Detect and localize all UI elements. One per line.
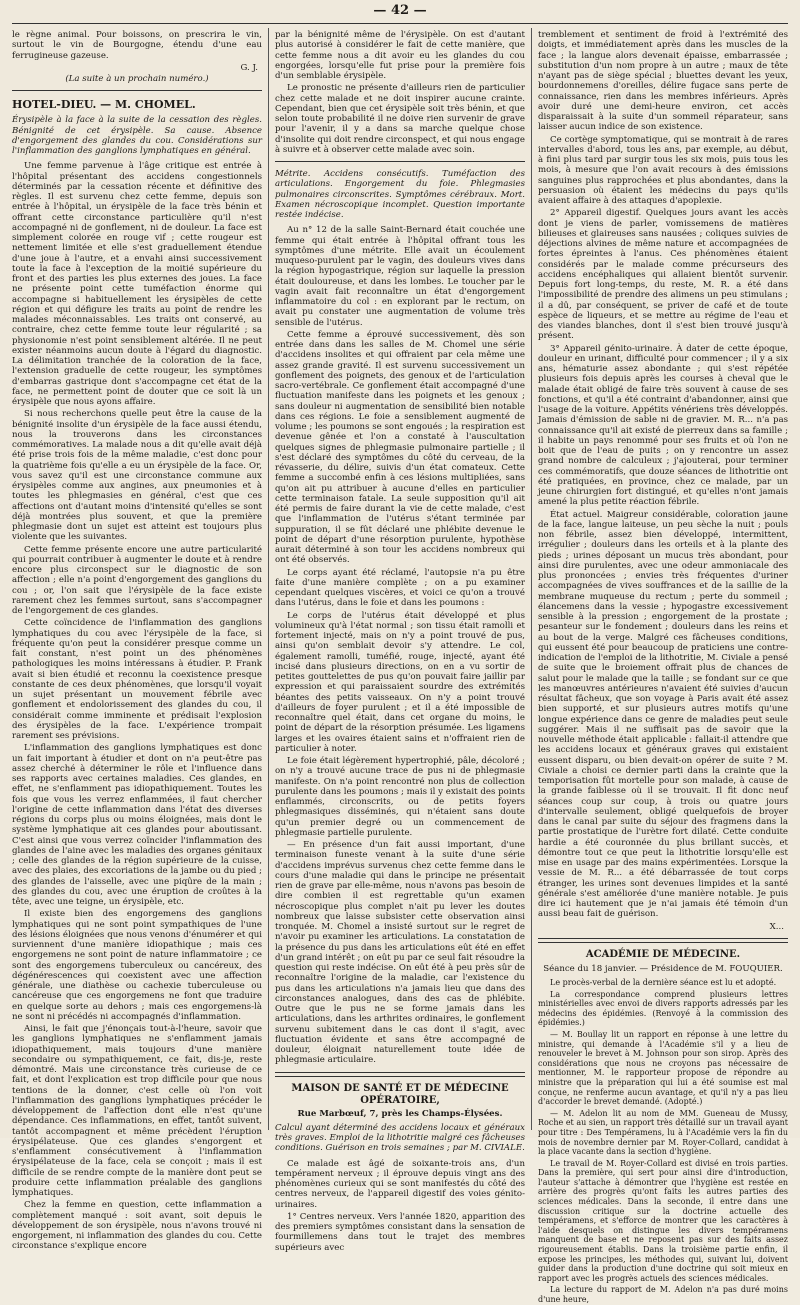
section-title-maison-de-sante: MAISON DE SANTÉ ET DE MÉDECINE OPÉRATOIRE, — [291, 1082, 509, 1106]
paragraph: Le corps de l'utérus était développé et plus volumineux qu'à l'état normal ; son tissu était ramolli et fortement injecté, mais on n'y a point trouvé de pus, ainsi qu'on semblait devoir s'y attendre. Le col, également ramolli, tuméfié, rouge, injecté, ayant été incisé dans plusieurs directions, on en a vu sortir de petites gouttelettes de pus qu'on pouvait faire jaillir par expression et qui paraissaient sourdre des extrémités béantes des petits vaisseaux. On n'y a point trouvé d'ailleurs de foyer purulent ; et il a été impossible de reconnaître quel était, dans cet organe du moins, le point de départ de la résorption présumée. Les ligamens larges et les ovaires étaient sains et n'offraient rien de particulier à noter. — [275, 610, 525, 754]
opening-paragraph: le règne animal. Pour boissons, on prescrira le vin, surtout le vin de Bourgogne, étendu d'une eau ferrugineuse gazeuse. — [12, 30, 262, 61]
section-title-hotel-dieu: HOTEL-DIEU. — M. CHOMEL. — [12, 98, 196, 112]
article-summary: Calcul ayant déterminé des accidens locaux et généraux très graves. Emploi de la lithotritie malgré ces fâcheuses conditions. Guérison en trois semaines ; par M. CIVIALE. — [275, 1122, 525, 1154]
paragraph: Cette femme présente encore une autre particularité qui pourrait contribuer à augmenter le doute et à rendre encore plus circonspect sur le diagnostic de son affection ; elle n'a point d'engorgement des ganglions du cou ; or, l'on sait que l'érysipèle de la face existe rarement chez les femmes surtout, sans s'accompagner de l'engorgement de ces glandes. — [12, 544, 262, 616]
paragraph: — M. Adelon lit au nom de MM. Gueneau de Mussy, Roche et au sien, un rapport très détaillé sur un travail ayant pour titre : Des Tempéramens, lu à l'Académie vers la fin du mois de novembre dernier par M. Royer-Collard, candidat à la place vacante dans la section d'hygiène. — [538, 1108, 788, 1157]
column-1 — [12, 30, 262, 1252]
paragraph: 2° Appareil digestif. Quelques jours avant les accès dont je viens de parler, vomissemens de matières bilieuses et glaireuses sans nausées ; coliques suivies de déjections alvines de même nature et accompagnées de fortes épreintes à l'anus. Ces phénomènes étaient considérés par le malade comme précurseurs des accidens encéphaliques qui allaient bientôt survenir. Depuis fort long-temps, du reste, M. R. a été dans l'impossibilité de prendre des alimens un peu stimulans ; il a dû, par conséquent, se priver de café et de toute espèce de liqueurs, et se mettre au régime de l'eau et des viandes blanches, dont il s'est bien trouvé jusqu'à présent. — [538, 208, 788, 342]
article-summary: Métrite. Accidens consécutifs. Tuméfaction des articulations. Engorgement du foie. Phlegmasies pulmonaires circonscrites. Symptômes cérébraux. Mort. Examen nécroscopique incomplet. Question importante restée indécise. — [275, 169, 525, 220]
header-rule — [12, 23, 788, 24]
article-summary: Érysipèle à la face à la suite de la cessation des règles. Bénignité de cet érysipèle. Sa cause. Absence d'engorgement des glandes du cou. Considérations sur l'inflammation des ganglions lymphatiques en général. — [12, 115, 262, 156]
article-signature: G. J. — [240, 62, 258, 73]
paragraph: La correspondance comprend plusieurs lettres ministérielles avec envoi de divers rapports adressés par les médecins des épidémies. (Renvoyé à la commission des épidémies.) — [538, 989, 788, 1028]
seance-line: Séance du 18 janvier. — Présidence de M. FOUQUIER. — [543, 963, 783, 974]
paragraph: 1° Centres nerveux. Vers l'année 1820, apparition des des premiers symptômes consistant dans la sensation de fourmillemens dans tout le trajet des membres supérieurs avec — [275, 1211, 525, 1253]
paragraph: tremblement et sentiment de froid à l'extrémité des doigts, et immédiatement après dans les muscles de la face ; la langue alors devenait épaisse, embarrassée ; substitution d'un nom propre à un autre ; maux de tête n'ayant pas de siège spécial ; bluettes devant les yeux, bourdonnemens d'oreilles, délire fugace sans perte de connaissance, rien dans les membres inférieurs. Après avoir duré une demi-heure environ, cet accès disparaissait à la suite d'un sommeil réparateur, sans laisser aucun indice de son existence. — [538, 30, 788, 133]
section-separator — [12, 90, 262, 91]
section-separator — [275, 161, 525, 162]
paragraph: Ce cortège symptomatique, qui se montrait à de rares intervalles d'abord, tous les ans, par exemple, au début, à fini plus tard par surgir tous les six mois, puis tous les mois, à mesure que l'on avait recours à des émissions sanguines plus rapprochées et plus abondantes, dans la persuasion où étaient les médecins du pays qu'ils avaient affaire à des attaques d'apoplexie. — [538, 134, 788, 206]
paragraph: Le pronostic ne présente d'ailleurs rien de particulier chez cette malade et ne doit inspirer aucune crainte. Cependant, bien que cet érysipèle soit très bénin, et que selon toute probabilité il ne doive rien survenir de grave pour l'avenir, il y a dans sa marche quelque chose d'insolite qui doit rendre circonspect, et qui nous engage à suivre et à observer cette malade avec soin. — [275, 83, 525, 155]
column-rule-left — [268, 28, 269, 1130]
paragraph: Ainsi, le fait que j'énonçais tout-à-l'heure, savoir que les ganglions lymphatiques ne s'enflamment jamais idiopathiquement, mais toujours d'une manière secondaire ou sympathiquement, ce fait, dis-je, reste démontré. Mais une circonstance très curieuse de ce fait, et dont l'explication est trop difficile pour que nous tentions de la donner, c'est celle où l'on voit l'inflammation des ganglions lymphatiques précéder le développement de l'affection dont elle n'est qu'une dépendance. Ces inflammations, en effet, tantôt suivent, tantôt accompagnent et même précèdent l'éruption érysipélateuse. Que ces glandes s'engorgent et s'enflamment consécutivement à l'inflammation érysipélateuse de la face, cela se conçoit ; mais il est difficile de se rendre compte de la manière dont peut se produire cette inflammation préalable des ganglions lymphatiques. — [12, 1024, 262, 1198]
paragraph: Le procès-verbal de la dernière séance est lu et adopté. — [550, 978, 777, 987]
section-separator — [538, 938, 788, 943]
paragraph: Une femme parvenue à l'âge critique est entrée à l'hôpital présentant des accidens congestionnels déterminés par la cessation récente et définitive des règles. Il est survenu chez cette femme, depuis son entrée à l'hôpital, un érysipèle de la face très bénin et offrant cette circonstance particulière qu'il n'est accompagné ni de gonflement, ni de douleur. La face est simplement colorée en rouge vif ; cette rougeur est nettement limitée et elle s'est graduellement étendue d'une joue à l'autre, et a envahi ainsi successivement toute la face à l'exception de la moitié supérieure du front et des parties les plus externes des joues. La face ne présente point cette tuméfaction énorme qui accompagne si habituellement les érysipèles de cette région et qui défigure les traits au point de rendre les malades méconnaissables. Les traits ont conservé, au contraire, chez cette femme toute leur régularité ; sa physionomie n'est point sensiblement altérée. Il ne peut exister néanmoins aucun doute à l'égard du diagnostic. La délimitation tranchée de la coloration de la face, l'extension graduelle de cette rougeur, les symptômes d'embarras gastrique dont s'accompagne cet état de la face, ne permettent point de douter que ce soit là un érysipèle que nous ayons affaire. — [12, 161, 262, 407]
paragraph: La lecture du rapport de M. Adelon n'a pas duré moins d'une heure, — [538, 1285, 788, 1304]
paragraph: Le foie était légèrement hypertrophié, pâle, décoloré ; on n'y a trouvé aucune trace de pus ni de phlegmasie manifeste. On n'a point rencontré non plus de collection purulente dans les poumons ; mais il y existait des points enflammés, circonscrits, ou de petits foyers phlegmasiques disséminés, qui n'étaient sans doute qu'un premier degré ou un commencement de phlegmasie partielle purulente. — [275, 756, 525, 838]
paragraph: L'inflammation des ganglions lymphatiques est donc un fait important à étudier et dont on n'a peut-être pas assez cherché à déterminer le rôle et l'influence dans ses rapports avec certaines maladies. Ces glandes, en effet, ne s'enflamment pas idiopathiquement. Toutes les fois que vous les verrez enflammées, il faut chercher l'origine de cette inflammation dans l'état des diverses régions du corps plus ou moins éloignées, mais dont le système lymphatique ait ces glandes pour aboutissant. C'est ainsi que vous verrez coïncider l'inflammation des glandes de l'aine avec les maladies des organes génitaux ; celle des glandes de la région supérieure de la cuisse, avec des plaies, des excoriations de la jambe ou du pied ; des glandes de l'aisselle, avec une piqûre de la main ; des glandes du cou, avec une éruption de croûtes à la tête, avec une teigne, un érysipèle, etc. — [12, 743, 262, 907]
page-number: — 42 — — [373, 3, 427, 18]
paragraph: Le travail de M. Royer-Collard est divisé en trois parties. Dans la première, qui sert pour ainsi dire d'introduction, l'auteur s'attache à démontrer que l'hygiène est restée en arrière des progrès qu'ont faits les autres parties des sciences médicales. Dans la seconde, il entre dans une discussion critique sur la doctrine actuelle des tempéramens, et s'efforce de montrer que les caractères à l'aide desquels on distingue les divers tempéramens manquent de base et ne reposent pas sur des faits assez rigoureusement établis. Dans la troisième partie enfin, il expose les principes, les méthodes qui, suivant lui, doivent guider dans la production d'une doctrine qui soit mieux en rapport avec les progrès actuels des sciences médicales. — [538, 1158, 788, 1283]
column-2 — [275, 30, 525, 1253]
paragraph: Le corps ayant été réclamé, l'autopsie n'a pu être faite d'une manière complète ; on a pu examiner cependant quelques viscères, et voici ce qu'on a trouvé dans l'utérus, dans le foie et dans les poumons : — [275, 567, 525, 609]
section-separator — [275, 1072, 525, 1077]
paragraph: Cette coïncidence de l'inflammation des ganglions lymphatiques du cou avec l'érysipèle de la face, si fréquente qu'on peut la considérer presque comme un fait constant, n'est point un des phénomènes pathologiques les moins intéressans à étudier. P. Frank avait si bien étudié et reconnu la coexistence presque constante de ces deux phénomènes, que lorsqu'il voyait un sujet présentant un mouvement fébrile avec gonflement et endolorissement des glandes du cou, il considérait comme imminente et prédisait l'explosion des érysipèles de la face. L'expérience trompait rarement ses prévisions. — [12, 618, 262, 741]
paragraph: — M. Boullay lit un rapport en réponse à une lettre du ministre, qui demande à l'Académie s'il y a lieu de renouveler le brevet à M. Johnson pour son sirop. Après des considérations que nous ne croyons pas nécessaire de mentionner, M. le rapporteur propose de répondre au ministre que la préparation qui lui a été soumise est mal conçue, ne renferme aucun avantage, et qu'il n'y a pas lieu d'accorder le brevet demandé. (Adopté.) — [538, 1029, 788, 1107]
paragraph: par la bénignité même de l'érysipèle. On est d'autant plus autorisé à considérer le fait de cette manière, que cette femme nous a dit avoir eu les glandes du cou engorgées, lorsqu'elle fut prise pour la première fois d'un semblable érysipèle. — [275, 30, 525, 81]
article-signature: X... — [769, 921, 784, 932]
paragraph: Au n° 12 de la salle Saint-Bernard était couchée une femme qui était entrée à l'hôpital offrant tous les symptômes d'une métrite. Elle avait un écoulement muqueso-purulent par le vagin, des douleurs vives dans la région hypogastrique, région sur laquelle la pression était douloureuse, et dans les lombes. Le toucher par le vagin avait fait reconnaître un état d'engorgement inflammatoire du col : en explorant par le rectum, on avait pu constater une augmentation de volume très sensible de l'utérus. — [275, 225, 525, 328]
paragraph: Il existe bien des engorgemens des ganglions lymphatiques qui ne sont point sympathiques de l'une des lésions éloignées que nous venons d'énumérer et qui surviennent d'une manière idiopathique ; mais ces engorgemens ne sont point de nature inflammatoire ; ce sont des engorgemens tuberculeux ou cancéreux, des dégénérescences qui coexistent avec une affection générale, une diathèse ou cachexie tuberculeuse ou cancéreuse que ces engorgemens ne font que traduire en quelque sorte au dehors ; mais ces engorgemens-là ne sont ni précédés ni accompagnés d'inflammation. — [12, 909, 262, 1022]
section-title-academie: ACADÉMIE DE MÉDECINE. — [585, 948, 741, 960]
paragraph: Si nous recherchons quelle peut être la cause de la bénignité insolite d'un érysipèle de la face aussi étendu, nous la trouverons dans les circonstances commémoratives. La malade nous a dit qu'elle avait déjà été prise trois fois de la même maladie, c'est donc pour la quatrième fois qu'elle a eu un érysipèle de la face. Or, vous savez qu'il est une circonstance commune aux érysipèles comme aux angines, aux pneumonies et à toutes les phlegmasies en général, c'est que ces affections ont d'autant moins d'intensité qu'elles se sont déjà montrées plus souvent, et que la première phlegmasie dont un sujet est atteint est toujours plus violente que les suivantes. — [12, 409, 262, 543]
column-3 — [538, 30, 788, 1304]
paragraph: État actuel. Maigreur considérable, coloration jaune de la face, langue laiteuse, un peu sèche la nuit ; pouls non fébrile, assez bien développé, intermittent, irrégulier ; douleurs dans les orteils et à la plante des pieds ; urines déposant un mucus très abondant, pour ainsi dire purulentes, avec une odeur ammoniacale des plus prononcées ; envies très fréquentes d'uriner accompagnées de vives souffrances et de la saillie de la membrane muqueuse du rectum ; perte du sommeil ; élancemens dans la vessie ; hypogastre excessivement sensible à la pression ; engorgement de la prostate ; pesanteur sur le fondement ; douleurs dans les reins et au bout de la verge. Malgré ces fâcheuses conditions, qui eussent été pour beaucoup de praticiens une contre-indication de l'emploi de la lithotritie, M. Civiale a pensé de suite que le broiement offrait plus de chances de salut pour le malade que la taille ; se fondant sur ce que les manœuvres antérieures n'avaient été suivies d'aucun résultat fâcheux, que son voyage à Paris avait été assez bien supporté, et sur plusieurs autres motifs qu'une longue expérience dans ce genre de maladies peut seule suggérer. Mais il ne suffisait pas de savoir que la nouvelle méthode était applicable : fallait-il attendre que les accidens locaux et généraux graves qui existaient eussent disparu, ou bien devait-on opérer de suite ? M. Civiale a choisi ce dernier parti dans la crainte que la temporisation fût mortelle pour son malade, à cause de la grande faiblesse où il se trouvait. Il fit donc neuf séances coup sur coup, à trois ou quatre jours d'intervalle seulement, obligé quelquefois de broyer dans le canal par suite du séjour des fragmens dans la partie prostatique de l'urètre fort dilaté. Cette conduite hardie a été couronnée du plus brillant succès, et démontre tout ce que peut la lithotritie lorsqu'elle est mise en usage par des mains expérimentées. Lorsque la vessie de M. R... a été débarrassée de tout corps étranger, les urines sont devenues limpides et la santé générale s'est améliorée d'une manière notable. Je puis dire ici hautement que je n'ai jamais été témoin d'un aussi beau fait de guérison. — [538, 509, 788, 920]
paragraph: Chez la femme en question, cette inflammation a complètement manqué : soit avant, soit depuis le développement de son érysipèle, nous n'avons trouvé ni engorgement, ni inflammation des glandes du cou. Cette circonstance s'explique encore — [12, 1200, 262, 1252]
continued-note: (La suite à un prochain numéro.) — [65, 74, 209, 84]
paragraph: Ce malade est âgé de soixante-trois ans, d'un tempérament nerveux ; il éprouve depuis vingt ans des phénomènes curieux qui se sont manifestés du côté des centres nerveux, de l'appareil digestif des voies génito-urinaires. — [275, 1158, 525, 1210]
paragraph: Cette femme a éprouvé successivement, dès son entrée dans dans les salles de M. Chomel une série d'accidens insolites et qui offraient par cela même une assez grande gravité. Il est survenu successivement un gonflement des poignets, des genoux et de l'articulation sacro-vertébrale. Ce gonflement était accompagné d'une fluctuation manifeste dans les poignets et les genoux ; sans douleur ni augmentation de sensibilité bien notable dans ces régions. Le foie a sensiblement augmenté de volume ; les poumons se sont engoués ; la respiration est devenue gênée et l'on a constaté à l'auscultation quelques signes de phlegmasie pulmonaire partielle ; il s'est déclaré des symptômes du côté du cerveau, de la révasserie, du délire, suivis d'un état comateux. Cette femme a succombé enfin à ces lésions multipliées, sans qu'on ait pu attribuer à aucune d'elles en particulier cette terminaison fatale. La seule supposition qu'il ait été permis de faire durant la vie de cette malade, c'est que l'inflammation de l'utérus s'étant terminée par suppuration, il se fût déclaré une phlébite devenue le point de départ d'une résorption purulente, hypothèse aurait déterminé à son tour les accidens nombreux qui ont été observés. — [275, 329, 525, 566]
paragraph: 3° Appareil génito-urinaire. À dater de cette époque, douleur en urinant, difficulté pour commencer ; il y a six ans, hématurie assez abondante ; qui s'est répétée plusieurs fois depuis après les courses à cheval que le malade était obligé de faire très souvent à cause de ses fonctions, et qu'il a été contraint d'abandonner, ainsi que l'usage de la voiture. Appétits vénériens très développés. Jamais d'émission de sable ni de gravier. M. R... n'a pas connaissance qu'il ait existé de pierreux dans sa famille ; il habite un pays renommé pour ses fruits et où l'on ne boit que de l'eau de puits ; on y rencontre un assez grand nombre de calculeux ; j'ajouterai, pour terminer ces commémoratifs, que douze séances de lithotritie ont été pratiquées, en province, chez ce malade, par un jeune chirurgien fort distingué, et qu'elles n'ont jamais amené la plus petite réaction fébrile. — [538, 343, 788, 508]
column-rule-right — [531, 28, 532, 1130]
paragraph: — En présence d'un fait aussi important, d'une terminaison funeste venant à la suite d'une série d'accidens imprévus survenus chez cette femme dans le cours d'une maladie qui dans le principe ne présentait rien de grave par elle-même, nous n'avons pas besoin de dire combien il est regrettable qu'un examen nécroscopique plus complet n'ait pu lever les doutes nombreux que laisse subsister cette observation ainsi tronquée. M. Chomel a insisté surtout sur le regret de n'avoir pu examiner les articulations. La constatation de la présence du pus dans les articulations eût été en effet d'un grand intérêt ; on eût pu par ce seul fait résoudre la question qui reste indécise. On eût été à peu près sûr de reconnaître l'origine de la maladie, car l'existence du pus dans les articulations n'a jamais lieu que dans des circonstances analogues, dans des cas de phlébite. Outre que le pus ne se forme jamais dans les articulations, dans les arthrites ordinaires, le gonflement survenu subitement dans le cas dont il s'agit, avec fluctuation évidente et sans être accompagné de douleur, éloignait naturellement toute idée de phlegmasie articulaire. — [275, 840, 525, 1066]
section-address: Rue Marbœuf, 7, près les Champs-Élysées. — [297, 1108, 503, 1119]
